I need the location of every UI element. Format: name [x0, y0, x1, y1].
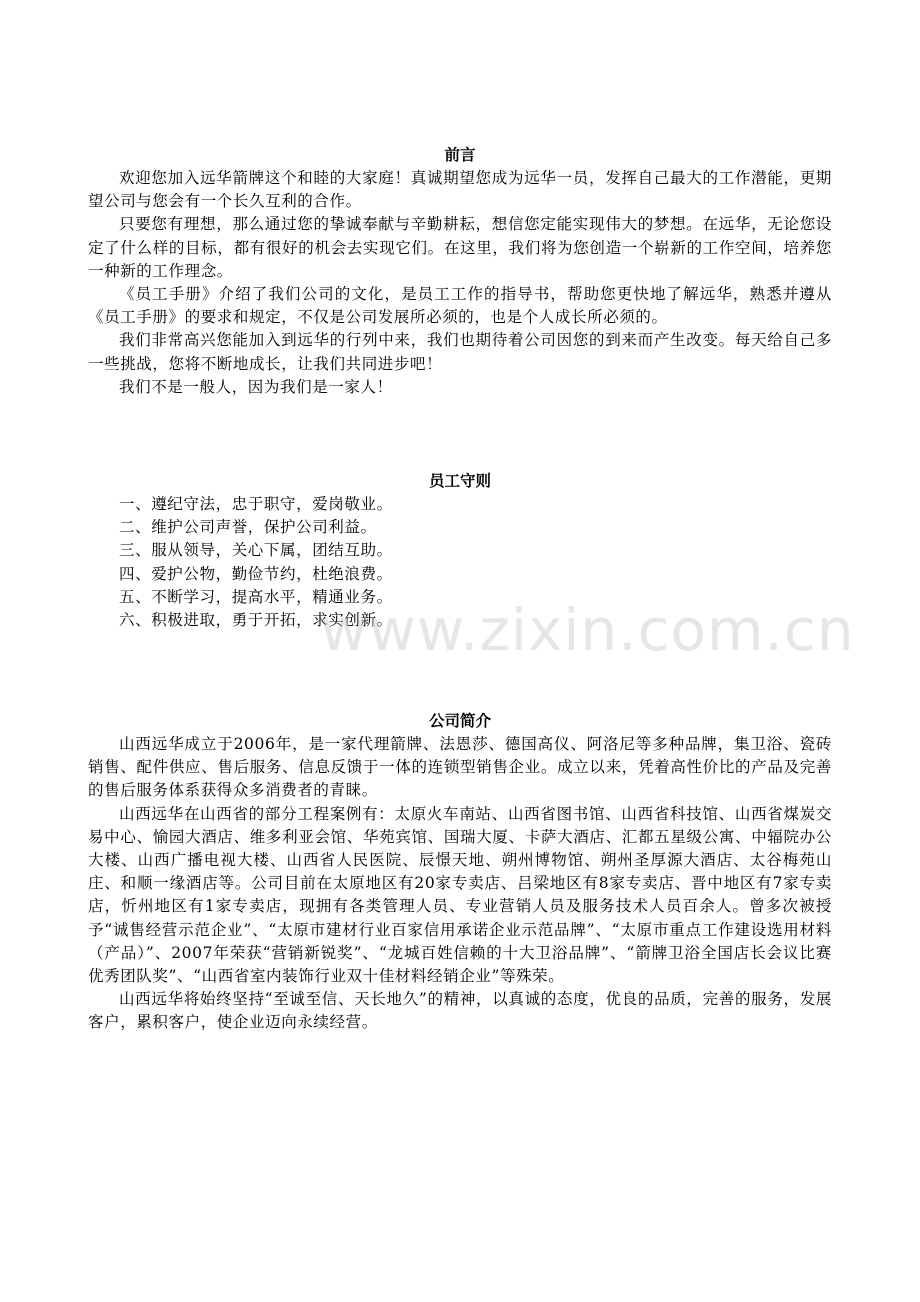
rule-item: 一、遵纪守法，忠于职守，爱岗敬业。	[119, 495, 393, 513]
company-intro-section	[88, 710, 832, 1035]
company-intro-paragraph: 山西远华在山西省的部分工程案例有：太原火车南站、山西省图书馆、山西省科技馆、山西省煤炭交易中心、愉园大酒店、维多利亚会馆、华苑宾馆、国瑞大厦、卡萨大酒店、汇都五星级公寓、中辐院办公大楼、山西广播电视大楼、山西省人民医院、辰憬天地、朔州博物馆、朔州圣厚源大酒店、太谷梅苑山庄、和顺一缘酒店等。公司目前在太原地区有20家专卖店、吕梁地区有8家专卖店、晋中地区有7家专卖店，忻州地区有1家专卖店，现拥有各类管理人员、专业营销人员及服务技术人员百余人。曾多次被授予“诚售经营示范企业”、“太原市建材行业百家信用承诺企业示范品牌”、“太原市重点工作建设选用材料（产品）”、2007年荣获“营销新锐奖”、“龙城百姓信赖的十大卫浴品牌”、“箭牌卫浴全国店长会议比赛优秀团队奖”、“山西省室内装饰行业双十佳材料经销企业”等殊荣。	[88, 804, 832, 986]
rule-item: 六、积极进取，勇于开拓，求实创新。	[119, 611, 393, 630]
preface-paragraph: 我们非常高兴您能加入到远华的行列中来，我们也期待着公司因您的到来而产生改变。每天给自己多一些挑战，您将不断地成长，让我们共同进步吧！	[88, 331, 832, 373]
company-intro-paragraph: 山西远华成立于2006年，是一家代理箭牌、法恩莎、德国高仪、阿洛尼等多种品牌，集卫浴、瓷砖销售、配件供应、售后服务、信息反馈于一体的连锁型销售企业。成立以来，凭着高性价比的产品及完善的售后服务体系获得众多消费者的青睐。	[88, 735, 832, 800]
company-intro-title: 公司简介	[428, 712, 491, 730]
rule-item: 二、维护公司声誉，保护公司利益。	[119, 518, 377, 537]
preface-paragraph: 只要您有理想，那么通过您的挚诚奉献与辛勤耕耘，想信您定能实现伟大的梦想。在远华，无论您设定了什么样的目标，都有很好的机会去实现它们。在这里，我们将为您创造一个崭新的工作空间，培养您一种新的工作理念。	[88, 215, 832, 280]
preface-paragraph: 《员工手册》介绍了我们公司的文化，是员工工作的指导书，帮助您更快地了解远华，熟悉并遵从《员工手册》的要求和规定，不仅是公司发展所必须的，也是个人成长所必须的。	[88, 285, 832, 327]
preface-title: 前言	[444, 146, 476, 164]
watermark: www.zixin.com.cn	[320, 596, 855, 664]
preface-paragraph: 我们不是一般人，因为我们是一家人！	[119, 377, 393, 396]
company-intro-paragraph: 山西远华将始终坚持“至诚至信、天长地久”的精神，以真诚的态度，优良的品质，完善的服务，发展客户，累积客户，使企业迈向永续经营。	[88, 990, 832, 1032]
preface-paragraph: 欢迎您加入远华箭牌这个和睦的大家庭！真诚期望您成为远华一员，发挥自己最大的工作潜能，更期望公司与您会有一个长久互利的合作。	[88, 169, 832, 211]
rules-title: 员工守则	[428, 472, 491, 490]
rule-item: 三、服从领导，关心下属，团结互助。	[119, 541, 393, 560]
preface-section	[88, 144, 832, 399]
rules-section	[88, 470, 832, 632]
rule-item: 五、不断学习，提高水平，精通业务。	[119, 587, 393, 606]
rule-item: 四、爱护公物，勤俭节约，杜绝浪费。	[119, 564, 393, 583]
